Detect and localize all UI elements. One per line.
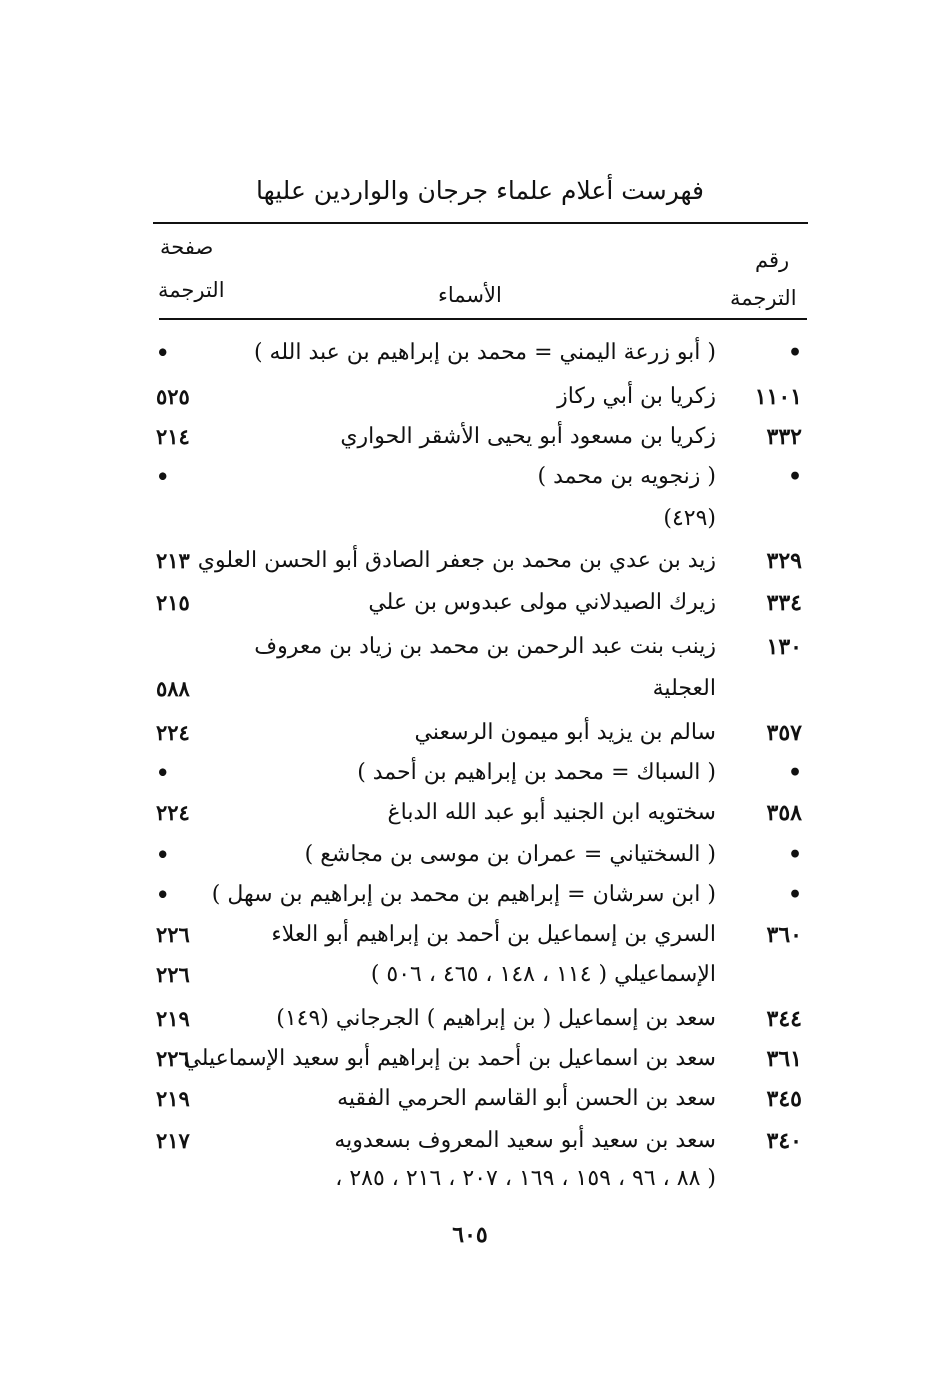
header-number-line1: رقم — [755, 248, 790, 272]
header-rule — [159, 318, 807, 320]
index-row — [150, 548, 810, 588]
entry-page: ٢١٩ — [156, 1006, 190, 1031]
entry-page: ٥٢٥ — [156, 384, 190, 409]
entry-name: ( ابن سرشان = إبراهيم بن محمد بن إبراهيم بن سهل ) — [211, 882, 716, 907]
entry-name: سختويه ابن الجنيد أبو عبد الله الدباغ — [387, 800, 716, 825]
entry-number: • — [787, 760, 802, 786]
entry-number: ٣٢٩ — [766, 548, 802, 574]
entry-number: • — [787, 464, 802, 490]
entry-number: ٣٦٠ — [766, 922, 802, 948]
entry-number: • — [787, 340, 802, 366]
entry-page: ٥٨٨ — [156, 676, 190, 701]
entry-page: ٢٢٤ — [156, 720, 190, 745]
entry-name: زينب بنت عبد الرحمن بن محمد بن زياد بن معروف — [254, 634, 716, 659]
header-page-line1: صفحة — [160, 235, 214, 259]
entry-page: • — [156, 464, 170, 489]
entry-name: (٤٢٩) — [663, 506, 716, 531]
entry-number: ٣٣٢ — [766, 424, 802, 450]
index-row — [150, 464, 810, 504]
entry-name: زيد بن عدي بن محمد بن جعفر الصادق أبو الحسن العلوي — [197, 548, 716, 573]
entry-name: سعد بن إسماعيل ( بن إبراهيم ) الجرجاني (١٤٩) — [276, 1006, 716, 1031]
index-row — [150, 962, 810, 1002]
entry-name: سعد بن اسماعيل بن أحمد بن إبراهيم أبو سعيد الإسماعيلي — [183, 1046, 716, 1071]
index-row — [150, 720, 810, 760]
entry-number: ٣٥٧ — [766, 720, 802, 746]
entry-page: ٢٢٦ — [156, 1046, 190, 1071]
index-row — [150, 676, 810, 716]
entry-number: • — [787, 882, 802, 908]
entry-name: ( زنجويه بن محمد ) — [537, 464, 716, 489]
index-row — [150, 882, 810, 922]
entry-page: • — [156, 340, 170, 365]
entry-number: ٣٤٠ — [766, 1128, 802, 1154]
entry-name: سعد بن الحسن أبو القاسم الحرمي الفقيه — [337, 1086, 716, 1111]
entry-name: ( السختياني = عمران بن موسى بن مجاشع ) — [304, 842, 716, 867]
entry-number: ٣٥٨ — [766, 800, 802, 826]
index-row — [150, 590, 810, 630]
title-rule — [153, 222, 808, 224]
index-row — [150, 1046, 810, 1086]
entry-name: العجلية — [652, 676, 716, 701]
index-row — [150, 1006, 810, 1046]
entry-number: ١١٠١ — [754, 384, 802, 410]
page-number: ٦٠٥ — [452, 1222, 488, 1248]
entry-number: ٣٤٤ — [766, 1006, 802, 1032]
header-names: الأسماء — [438, 283, 502, 307]
entry-number: • — [787, 842, 802, 868]
entry-name: زيرك الصيدلاني مولى عبدوس بن علي — [368, 590, 716, 615]
entry-name: ( السباك = محمد بن إبراهيم بن أحمد ) — [357, 760, 716, 785]
entry-page: ٢١٣ — [156, 548, 190, 573]
index-row — [150, 1166, 810, 1206]
index-row — [150, 340, 810, 380]
entry-name: الإسماعيلي ( ١١٤ ، ١٤٨ ، ٤٦٥ ، ٥٠٦ ) — [370, 962, 716, 987]
entry-name: زكريا بن أبي ركاز — [557, 384, 716, 409]
index-row — [150, 760, 810, 800]
page-title: فهرست أعلام علماء جرجان والواردين عليها — [255, 176, 705, 205]
index-row — [150, 384, 810, 424]
entry-page: ٢١٧ — [156, 1128, 190, 1153]
entry-page: ٢١٩ — [156, 1086, 190, 1111]
entry-name: سالم بن يزيد أبو ميمون الرسعني — [414, 720, 716, 745]
entry-page: • — [156, 760, 170, 785]
entry-number: ٣٣٤ — [766, 590, 802, 616]
entry-page: ٢١٥ — [156, 590, 190, 615]
header-number-line2: الترجمة — [730, 286, 797, 310]
entry-page: ٢١٤ — [156, 424, 190, 449]
entry-name: ( ٨٨ ، ٩٦ ، ١٥٩ ، ١٦٩ ، ٢٠٧ ، ٢١٦ ، ٢٨٥ ، — [335, 1166, 716, 1191]
entry-page: • — [156, 882, 170, 907]
index-row — [150, 800, 810, 840]
header-page-line2: الترجمة — [158, 278, 225, 302]
index-row — [150, 634, 810, 674]
index-row — [150, 922, 810, 962]
index-row — [150, 1128, 810, 1168]
index-row — [150, 424, 810, 464]
index-row — [150, 842, 810, 882]
index-row — [150, 506, 810, 546]
entry-number: ١٣٠ — [766, 634, 802, 660]
entry-page: • — [156, 842, 170, 867]
entry-number: ٣٤٥ — [766, 1086, 802, 1112]
entry-page: ٢٢٤ — [156, 800, 190, 825]
entry-page: ٢٢٦ — [156, 962, 190, 987]
entry-name: السري بن إسماعيل بن أحمد بن إبراهيم أبو العلاء — [271, 922, 716, 947]
entry-page: ٢٢٦ — [156, 922, 190, 947]
entry-name: سعد بن سعيد أبو سعيد المعروف بسعدويه — [334, 1128, 716, 1153]
entry-number: ٣٦١ — [766, 1046, 802, 1072]
entry-name: ( أبو زرعة اليمني = محمد بن إبراهيم بن عبد الله ) — [253, 340, 716, 365]
index-row — [150, 1086, 810, 1126]
entry-name: زكريا بن مسعود أبو يحيى الأشقر الحواري — [340, 424, 716, 449]
